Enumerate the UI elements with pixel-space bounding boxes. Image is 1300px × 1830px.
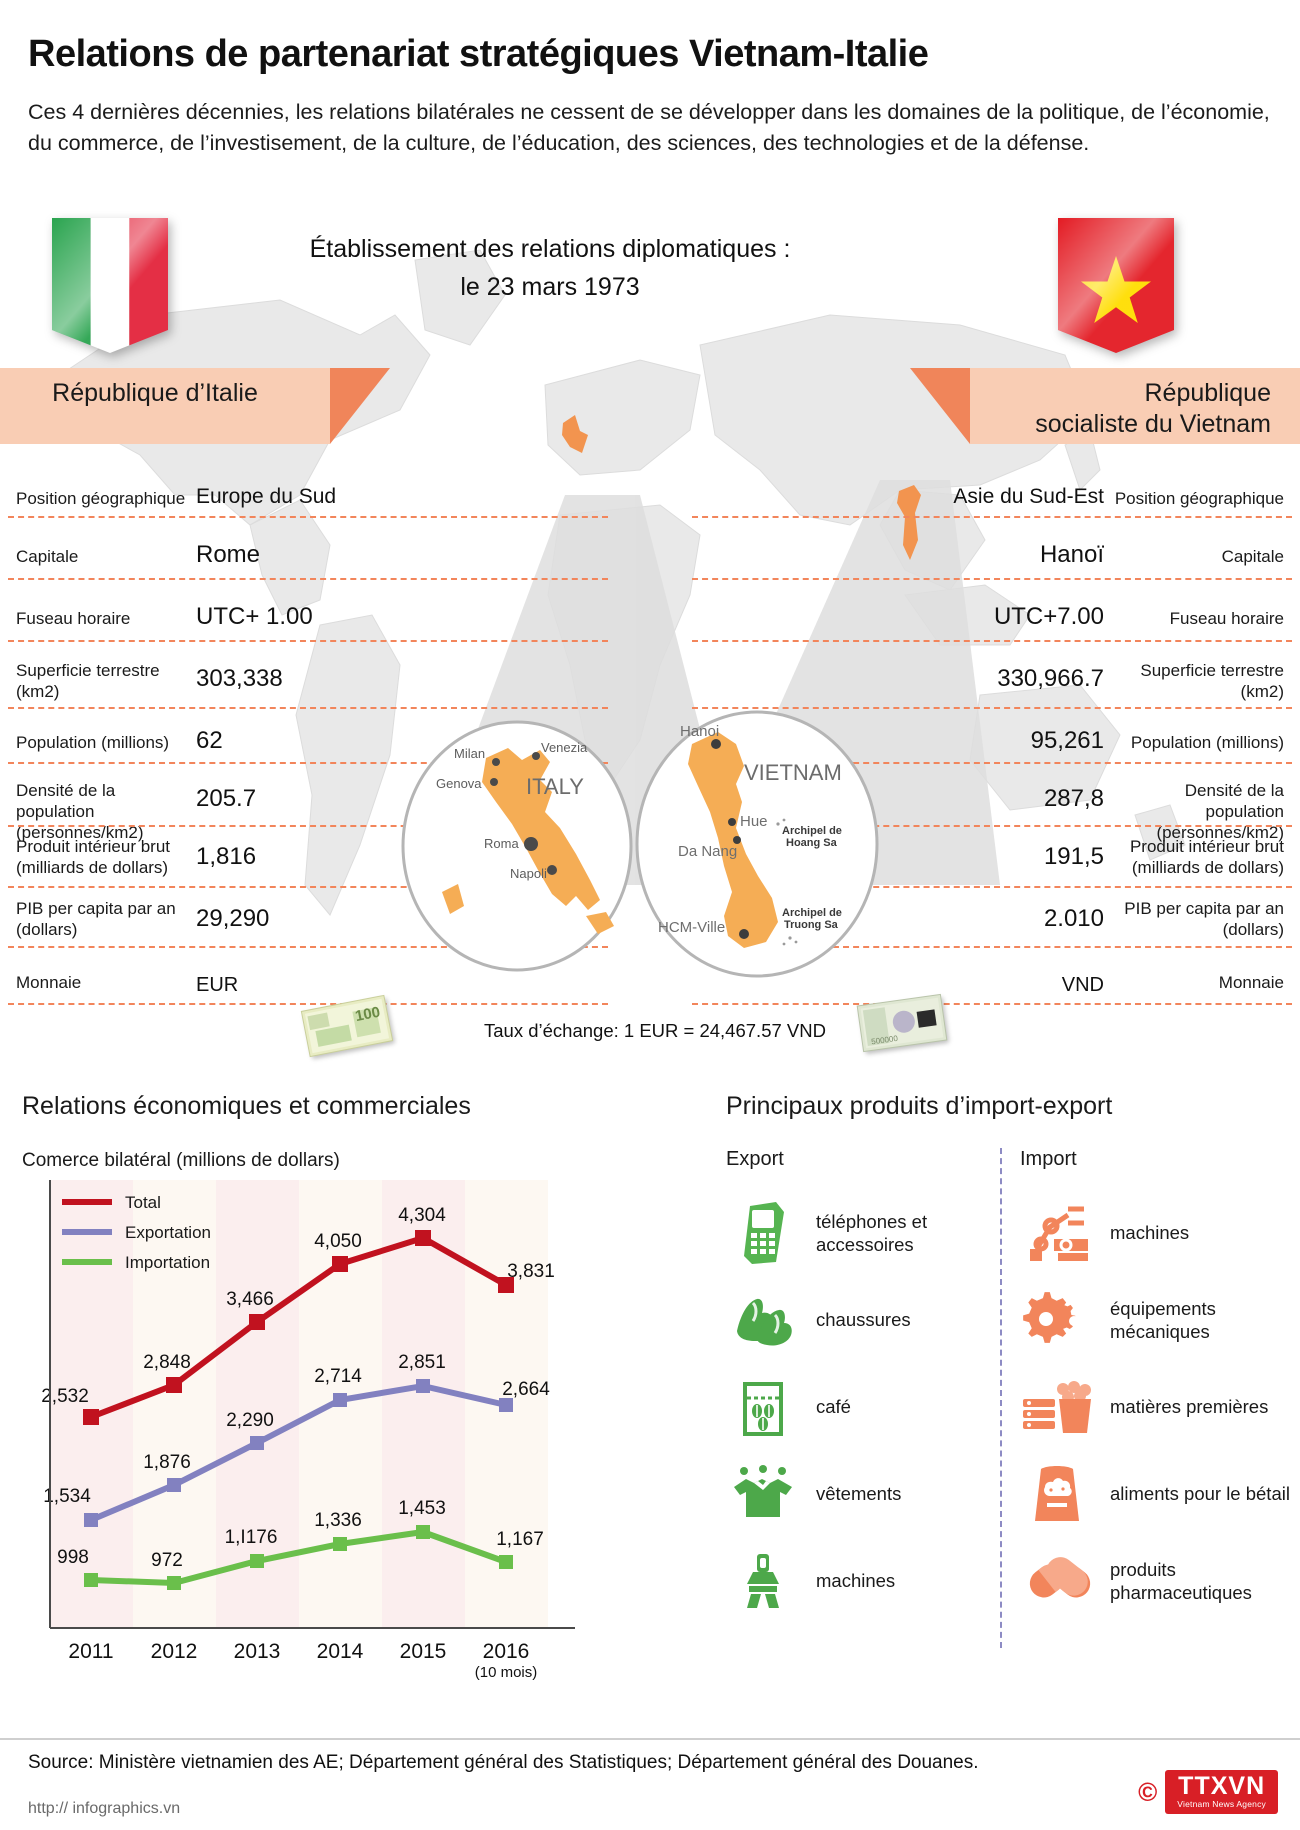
spec-value: 29,290 [196, 905, 270, 932]
data-label: 2,848 [143, 1352, 191, 1373]
row-divider [692, 640, 1292, 642]
mobile-phone-icon [726, 1202, 800, 1264]
page-title: Relations de partenariat stratégiques Vietnam-Italie [28, 33, 929, 75]
x-tick-note: (10 mois) [474, 1664, 538, 1681]
data-label: 1,453 [398, 1498, 446, 1519]
row-divider [8, 640, 608, 642]
data-label: 4,050 [314, 1231, 362, 1252]
x-tick-label: 2012 [150, 1640, 198, 1663]
vietnam-country-name-line2: socialiste du Vietnam [1035, 410, 1271, 438]
list-item-label: machines [816, 1570, 896, 1591]
spec-label: PIB per capita par an (dollars) [16, 899, 176, 939]
list-item-label: produits pharmaceutiques [1110, 1558, 1252, 1603]
export-import-divider [1000, 1148, 1002, 1648]
city-label: Hanoi [680, 723, 720, 740]
vietnam-flag-icon [1058, 218, 1174, 353]
spec-value: 330,966.7 [997, 665, 1104, 692]
row-divider [692, 516, 1292, 518]
diplomatic-line-1: Établissement des relations diplomatiques : [309, 235, 791, 263]
row-divider [8, 578, 608, 580]
archipelago-label: Archipel de [782, 907, 842, 919]
data-label: 2,290 [226, 1410, 274, 1431]
ttxvn-logo-main: TTXVN [1178, 1772, 1266, 1800]
tshirt-icon [726, 1465, 800, 1523]
list-item [1020, 1450, 1290, 1537]
spec-value: 287,8 [1043, 785, 1104, 812]
gears-icon [1020, 1292, 1094, 1348]
row-divider [692, 707, 1292, 709]
list-item-label: téléphones et accessoires [816, 1210, 928, 1255]
italy-circle-map [400, 720, 635, 972]
import-column [1020, 1148, 1290, 1624]
city-label: Milan [454, 746, 486, 761]
source-text: Source: Ministère vietnamien des AE; Département général des Statistiques; Département général des Douanes. [28, 1752, 979, 1773]
data-label: 1,876 [143, 1452, 191, 1473]
svg-text:100: 100 [353, 1003, 382, 1026]
italy-band-arrow [330, 368, 390, 444]
row-divider [8, 707, 608, 709]
shoes-icon [726, 1291, 800, 1349]
city-label: Hue [740, 813, 768, 830]
products-section-heading: Principaux produits d’import-export [726, 1092, 1113, 1120]
city-label: Venezia [541, 740, 588, 755]
row-divider [8, 516, 608, 518]
country-label: ITALY [526, 774, 584, 799]
website-url[interactable]: http:// infographics.vn [28, 1800, 181, 1817]
vietnam-country-name [985, 378, 1285, 440]
data-label: 2,532 [41, 1386, 89, 1407]
list-item [726, 1537, 996, 1624]
city-label: Napoli [510, 866, 547, 881]
exchange-rate-text: Taux d’échange: 1 EUR = 24,467.57 VND [484, 1020, 826, 1041]
x-tick-label: 2016 [482, 1640, 530, 1663]
spec-value: 62 [196, 727, 223, 754]
italy-flag-icon [52, 218, 168, 353]
row-divider [692, 578, 1292, 580]
economic-section-heading: Relations économiques et commerciales [22, 1092, 471, 1120]
spec-label: Fuseau horaire [16, 609, 131, 628]
spec-value: 1,816 [196, 843, 257, 870]
spec-label: Position géographique [1114, 489, 1284, 508]
vietnam-circle-map [632, 710, 882, 980]
data-label: 2,851 [398, 1352, 446, 1373]
list-item [726, 1276, 996, 1363]
spec-value: 2.010 [1043, 905, 1104, 932]
list-item-label: vêtements [816, 1483, 902, 1504]
legend-label-importation: Importation [125, 1253, 211, 1272]
spec-label: Monnaie [1218, 973, 1284, 992]
robot-arm-icon [1020, 1203, 1094, 1263]
spec-value: 303,338 [196, 665, 283, 692]
coffee-bag-icon [726, 1378, 800, 1436]
row-divider [692, 1003, 1292, 1005]
list-item [1020, 1189, 1290, 1276]
spec-label: Produit intérieur brut (milliards de dollars) [1129, 837, 1284, 877]
import-column-heading: Import [1020, 1148, 1077, 1170]
data-label: 4,304 [398, 1205, 446, 1226]
list-item [1020, 1363, 1290, 1450]
row-divider [8, 1003, 608, 1005]
list-item-label: équipements mécaniques [1110, 1297, 1216, 1342]
italy-country-name: République d’Italie [52, 379, 258, 407]
list-item [1020, 1276, 1290, 1363]
data-label: 972 [151, 1550, 183, 1571]
list-item-label: matières premières [1110, 1396, 1269, 1417]
diplomatic-relations-text [280, 230, 820, 306]
list-item-label: café [816, 1396, 851, 1417]
spec-label: Position géographique [16, 489, 186, 508]
spec-label: Population (millions) [1130, 733, 1284, 752]
spec-label: Monnaie [16, 973, 82, 992]
spec-value: EUR [196, 974, 239, 996]
spec-label: Superficie terrestre (km2) [16, 661, 160, 701]
export-column-heading: Export [726, 1148, 784, 1170]
list-item [1020, 1537, 1290, 1624]
archipelago-label: Truong Sa [784, 919, 838, 931]
raw-materials-icon [1020, 1377, 1094, 1437]
ttxvn-logo-sub: Vietnam News Agency [1177, 1799, 1266, 1809]
archipelago-label: Hoang Sa [786, 837, 837, 849]
city-label: HCM-Ville [658, 919, 726, 936]
spec-label: Densité de la population (personnes/km2) [16, 781, 144, 842]
data-label: 1,167 [496, 1529, 544, 1550]
spec-label: Capitale [1221, 547, 1284, 566]
x-tick-label: 2014 [316, 1640, 364, 1663]
diplomatic-line-2: le 23 mars 1973 [460, 273, 640, 301]
archipelago-label: Archipel de [782, 825, 842, 837]
list-item [726, 1189, 996, 1276]
data-label: 1,I176 [224, 1527, 278, 1548]
spec-value: Asie du Sud-Est [953, 485, 1104, 508]
spec-value: UTC+7.00 [993, 603, 1104, 630]
city-label: Genova [436, 776, 482, 791]
economic-section-subheading: Comerce bilatéral (millions de dollars) [22, 1150, 340, 1171]
spec-value: VND [1061, 974, 1104, 996]
data-label: 1,336 [314, 1510, 362, 1531]
city-label: Roma [484, 836, 519, 851]
spec-label: PIB per capita par an (dollars) [1124, 899, 1284, 939]
city-label: Da Nang [678, 843, 738, 860]
spec-value: UTC+ 1.00 [196, 603, 313, 630]
x-tick-label: 2015 [399, 1640, 447, 1663]
ttxvn-logo-box [1165, 1770, 1278, 1814]
vietnam-band-arrow [910, 368, 970, 444]
spec-label: Fuseau horaire [1169, 609, 1284, 628]
vietnam-country-name-line1: République [1144, 379, 1271, 407]
list-item [726, 1363, 996, 1450]
spec-value: Europe du Sud [196, 485, 337, 508]
spec-value: 95,261 [1030, 727, 1104, 754]
spec-value: Rome [196, 541, 261, 568]
legend-label-exportation: Exportation [125, 1223, 211, 1242]
copyright-icon: © [1138, 1776, 1158, 1807]
data-label: 1,534 [43, 1486, 91, 1507]
data-label: 3,466 [226, 1289, 274, 1310]
footer-divider [0, 1738, 1300, 1740]
legend-label-total: Total [125, 1193, 161, 1212]
list-item-label: machines [1110, 1222, 1190, 1243]
data-label: 2,664 [502, 1379, 550, 1400]
bilateral-trade-chart [20, 1180, 640, 1681]
page-subtitle: Ces 4 dernières décennies, les relations bilatérales ne cessent de se développer dans les domaines de la politique, de l’économie, du commerce, de l’investisement, de la culture, de l’éducation, des sciences, des technologies et de la défense. [28, 100, 1270, 155]
spec-label: Capitale [16, 547, 79, 566]
spec-label: Produit intérieur brut (milliards de dollars) [16, 837, 171, 877]
spec-label: Population (millions) [16, 733, 170, 752]
spec-label: Superficie terrestre (km2) [1140, 661, 1284, 701]
data-label: 3,831 [507, 1261, 555, 1282]
data-label: 2,714 [314, 1366, 362, 1387]
data-label: 998 [57, 1547, 89, 1568]
country-label: VIETNAM [744, 760, 842, 785]
export-column [726, 1148, 996, 1624]
spec-value: 205.7 [196, 785, 257, 812]
spec-label: Densité de la population (personnes/km2) [1156, 781, 1284, 842]
spec-value: 191,5 [1043, 843, 1104, 870]
list-item [726, 1450, 996, 1537]
x-tick-label: 2013 [233, 1640, 281, 1663]
list-item-label: aliments pour le bétail [1110, 1483, 1290, 1504]
x-tick-label: 2011 [68, 1640, 114, 1663]
ttxvn-logo [1138, 1770, 1278, 1814]
svg-text:500000: 500000 [870, 1033, 899, 1047]
pills-icon [1020, 1553, 1094, 1609]
spec-value: Hanoï [1039, 541, 1104, 568]
machine-icon [726, 1552, 800, 1610]
list-item-label: chaussures [816, 1309, 911, 1330]
animal-feed-icon [1020, 1463, 1094, 1525]
